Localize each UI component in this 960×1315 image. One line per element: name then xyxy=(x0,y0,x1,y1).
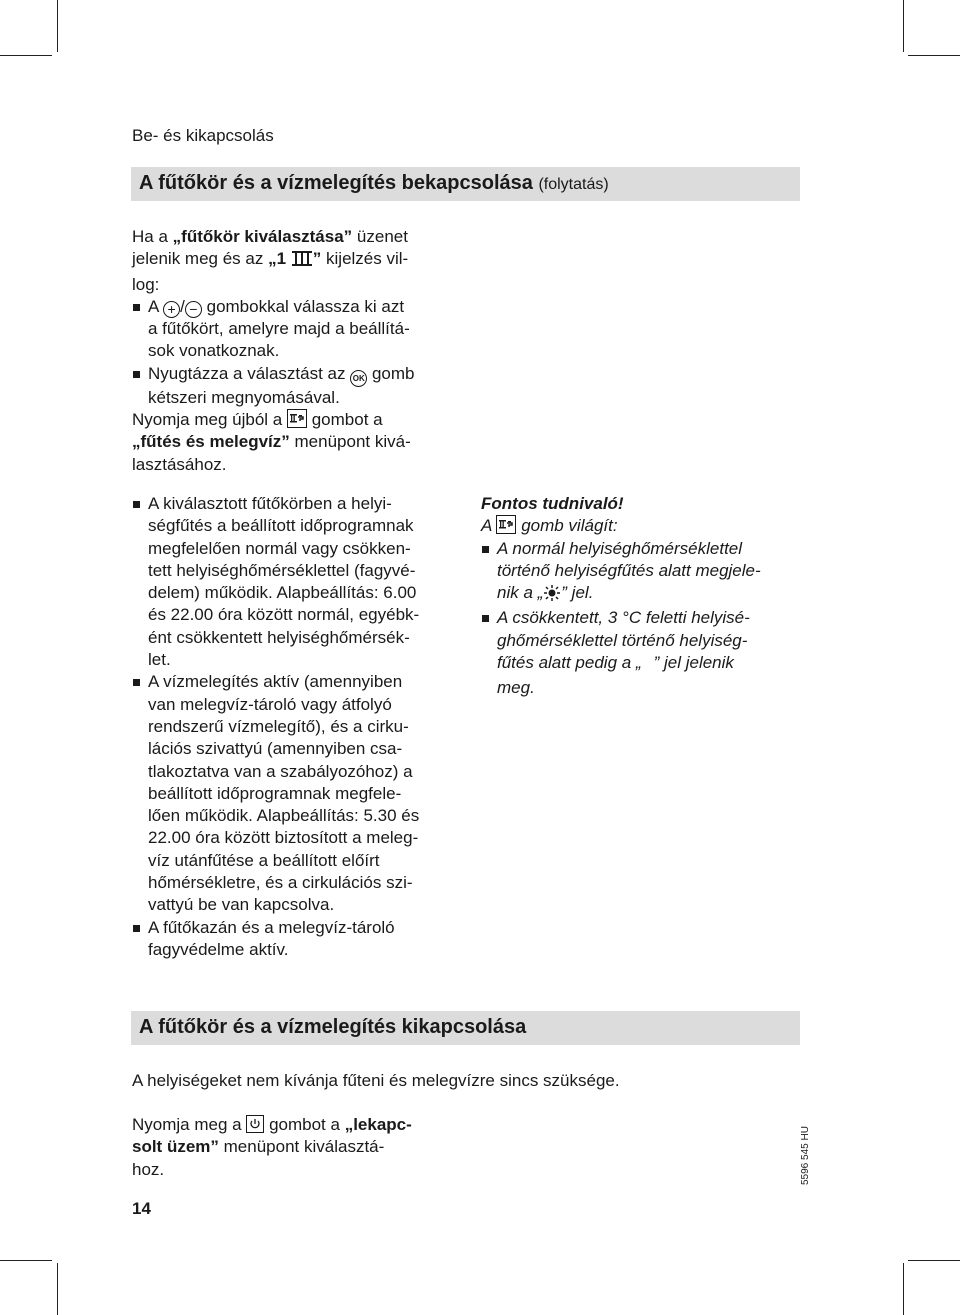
ok-button-icon: OK xyxy=(350,370,367,387)
list-item xyxy=(481,607,801,699)
section2-paragraph xyxy=(132,1114,462,1181)
text: megfelelően normál vagy csökken- xyxy=(148,538,411,558)
list-item xyxy=(132,493,462,671)
text: A csökkentett, 3 °C feletti helyisé- xyxy=(497,608,750,628)
text: beállított időprogramnak megfele- xyxy=(148,783,402,803)
paragraph-line: hoz. xyxy=(132,1159,165,1179)
text: tlakoztatva van a szabályozóhoz) a xyxy=(148,761,413,781)
section-heading-bar xyxy=(131,167,800,201)
text-bold: „lekapc- xyxy=(344,1115,412,1134)
list-item xyxy=(132,671,462,916)
text: meg. xyxy=(497,678,535,698)
plus-button-icon: + xyxy=(163,301,180,318)
text: gombot a xyxy=(269,1115,340,1134)
text: ént csökkentett helyiséghőmérsék- xyxy=(148,627,410,647)
text: ghőmérséklettel történő helyiség- xyxy=(497,630,748,650)
section-title: A fűtőkör és a vízmelegítés kikapcsolása xyxy=(139,1016,527,1038)
text: delem) működik. Alapbeállítás: 6.00 xyxy=(148,583,417,603)
paragraph-line xyxy=(132,409,462,431)
text: A xyxy=(481,516,492,536)
text: történő helyiségfűtés alatt megjele- xyxy=(497,560,761,580)
important-note xyxy=(481,493,801,700)
text-bold: ” xyxy=(312,249,322,269)
crop-mark xyxy=(0,55,52,56)
text: A kiválasztott fűtőkörben a helyi- xyxy=(148,494,392,513)
crop-mark xyxy=(903,1263,904,1315)
text: nik a „ xyxy=(497,583,544,603)
text: tett helyiséghőmérséklettel (fagyvé- xyxy=(148,560,416,580)
text: / xyxy=(180,296,185,316)
text: a fűtőkört, amelyre majd a beállítá- xyxy=(148,319,410,339)
sun-icon xyxy=(543,585,561,607)
text: fagyvédelme aktív. xyxy=(148,939,289,959)
page-number: 14 xyxy=(132,1199,151,1218)
crop-mark xyxy=(908,1260,960,1261)
text: menüpont kivá- xyxy=(294,432,411,452)
paragraph-line xyxy=(132,1136,462,1158)
text: ” jel. xyxy=(561,583,594,603)
text: gombokkal válassza ki azt xyxy=(206,296,405,316)
text-bold: solt üzem” xyxy=(132,1137,219,1157)
list-item xyxy=(481,538,801,608)
radiator-icon xyxy=(291,250,313,273)
intro-line xyxy=(132,226,462,248)
radiator-tap-icon xyxy=(496,515,516,534)
intro-line: log: xyxy=(132,274,160,294)
minus-button-icon: − xyxy=(185,301,202,318)
moon-icon xyxy=(642,655,654,677)
crop-mark xyxy=(0,1260,52,1261)
text: Ha a xyxy=(132,227,168,246)
text: menüpont kiválasztá- xyxy=(223,1137,385,1157)
running-head: Be- és kikapcsolás xyxy=(132,126,274,145)
text: 22.00 óra között biztosított a meleg- xyxy=(148,828,419,848)
crop-mark xyxy=(57,0,58,52)
text: let. xyxy=(148,650,171,670)
crop-mark xyxy=(57,1263,58,1315)
text-bold: „fűtés és melegvíz” xyxy=(132,432,290,452)
text-bold: „fűtőkör kiválasztása” xyxy=(172,227,353,246)
text: víz utánfűtése a beállított előírt xyxy=(148,850,380,870)
text: hőmérsékletre, és a cirkulációs szi- xyxy=(148,873,413,893)
text: jelenik meg és az xyxy=(132,249,264,269)
text: ” jel jelenik xyxy=(653,653,734,673)
crop-mark xyxy=(908,55,960,56)
text: van melegvíz-tároló vagy átfolyó xyxy=(148,694,392,714)
standby-icon xyxy=(246,1115,264,1133)
crop-mark xyxy=(903,0,904,52)
text: vattyú be van kapcsolva. xyxy=(148,895,335,915)
intro-block xyxy=(132,226,462,476)
text: kétszeri megnyomásával. xyxy=(148,387,340,407)
text: Nyomja meg újból a xyxy=(132,410,283,430)
text: sok vonatkoznak. xyxy=(148,341,280,361)
text: gomb xyxy=(371,363,415,383)
text: gomb világít: xyxy=(521,516,618,536)
text: rendszerű vízmelegítő), és a cirku- xyxy=(148,716,409,736)
list-item xyxy=(132,296,462,363)
text: üzenet xyxy=(356,227,408,246)
section-heading-bar xyxy=(131,1011,800,1045)
text: fűtés alatt pedig a „ xyxy=(497,653,642,673)
text: és 22.00 óra között normál, egyébk- xyxy=(148,605,420,625)
list-item xyxy=(132,917,462,962)
text: gombot a xyxy=(311,410,383,430)
text: Nyomja meg a xyxy=(132,1115,242,1134)
text: A vízmelegítés aktív (amennyiben xyxy=(148,672,403,692)
text: ségfűtés a beállított időprogramnak xyxy=(148,516,414,536)
intro-line xyxy=(132,248,462,273)
section-title-suffix: (folytatás) xyxy=(538,176,609,193)
left-list xyxy=(132,493,462,961)
text: A fűtőkazán és a melegvíz-tároló xyxy=(148,917,395,937)
note-heading xyxy=(481,493,801,515)
section2-intro: A helyiségeket nem kívánja fűteni és melegvízre sincs szüksége. xyxy=(132,1071,620,1090)
paragraph-line xyxy=(132,1114,462,1136)
paragraph-line xyxy=(132,431,462,453)
text: lően működik. Alapbeállítás: 5.30 és xyxy=(148,806,420,826)
list-item xyxy=(132,363,462,409)
text: lációs szivattyú (amennyiben csa- xyxy=(148,739,403,759)
text: kijelzés vil- xyxy=(326,249,409,269)
note-line xyxy=(481,515,801,537)
text-bold: Fontos tudnivaló! xyxy=(481,494,624,513)
text: A normál helyiséghőmérséklettel xyxy=(497,538,743,558)
text-bold: „1 xyxy=(268,249,287,269)
text: A xyxy=(148,296,159,316)
document-code: 5596 545 HU xyxy=(800,1126,811,1185)
section-title-text: A fűtőkör és a vízmelegítés bekapcsolása xyxy=(139,172,533,194)
paragraph-line: lasztásához. xyxy=(132,454,227,474)
section-title xyxy=(139,172,609,195)
text: Nyugtázza a választást az xyxy=(148,363,346,383)
radiator-tap-icon xyxy=(287,409,307,428)
